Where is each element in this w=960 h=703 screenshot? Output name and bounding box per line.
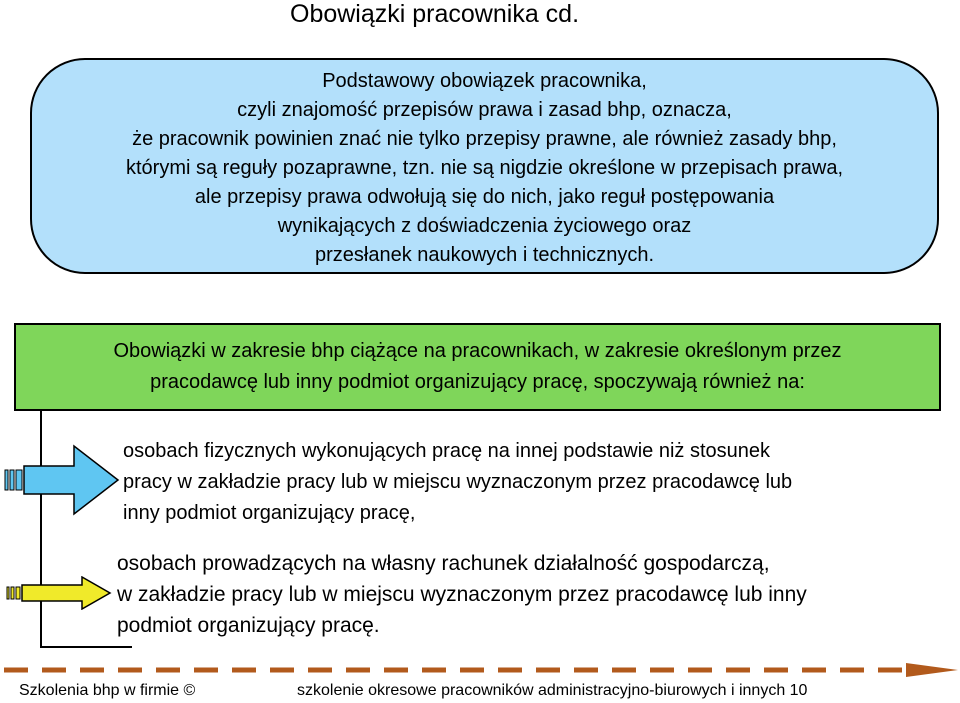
footer-left: Szkolenia bhp w firmie © [19,682,196,699]
list-item-line: w zakładzie pracy lub w miejscu wyznaczonym przez pracodawcę lub inny [117,583,807,606]
list-item-line: inny podmiot organizujący pracę, [123,502,416,524]
footer-divider [0,660,960,680]
definition-line: przesłanek naukowych i technicznych. [314,243,655,266]
definition-line: czyli znajomość przepisów prawa i zasad bhp, oznacza, [237,98,732,121]
list-item-line: osobach prowadzących na własny rachunek działalność gospodarczą, [117,552,770,575]
definition-line: którymi są reguły pozaprawne, tzn. nie są nigdzie określone w przepisach prawa, [125,156,844,179]
list-item [117,548,807,641]
list-item [123,436,792,529]
list-item-line: osobach fizycznych wykonujących pracę na innej podstawie niż stosunek [123,440,771,462]
definition-box [30,58,939,274]
page-title: Obowiązki pracownika cd. [290,0,580,28]
arrow-right-icon [906,663,958,677]
scope-line: pracodawcę lub inny podmiot organizujący pracę, spoczywają również na: [150,371,805,393]
definition-line: wynikających z doświadczenia życiowego oraz [277,214,692,237]
arrow-right-icon [6,576,112,610]
scope-box [14,323,941,411]
list-item-line: pracy w zakładzie pracy lub w miejscu wyznaczonym przez pracodawcę lub [123,471,793,493]
arrow-right-icon [4,444,120,516]
list-item-line: podmiot organizujący pracę. [117,614,380,637]
connector-bottom-line [40,646,132,648]
scope-line: Obowiązki w zakresie bhp ciążące na pracownikach, w zakresie określonym przez [113,340,842,362]
definition-line: że pracownik powinien znać nie tylko przepisy prawne, ale również zasady bhp, [132,127,837,150]
footer-right: szkolenie okresowe pracowników administracyjno-biurowych i innych 10 [297,682,808,699]
definition-line: Podstawowy obowiązek pracownika, [322,69,647,92]
definition-line: ale przepisy prawa odwołują się do nich, jako reguł postępowania [194,185,775,208]
